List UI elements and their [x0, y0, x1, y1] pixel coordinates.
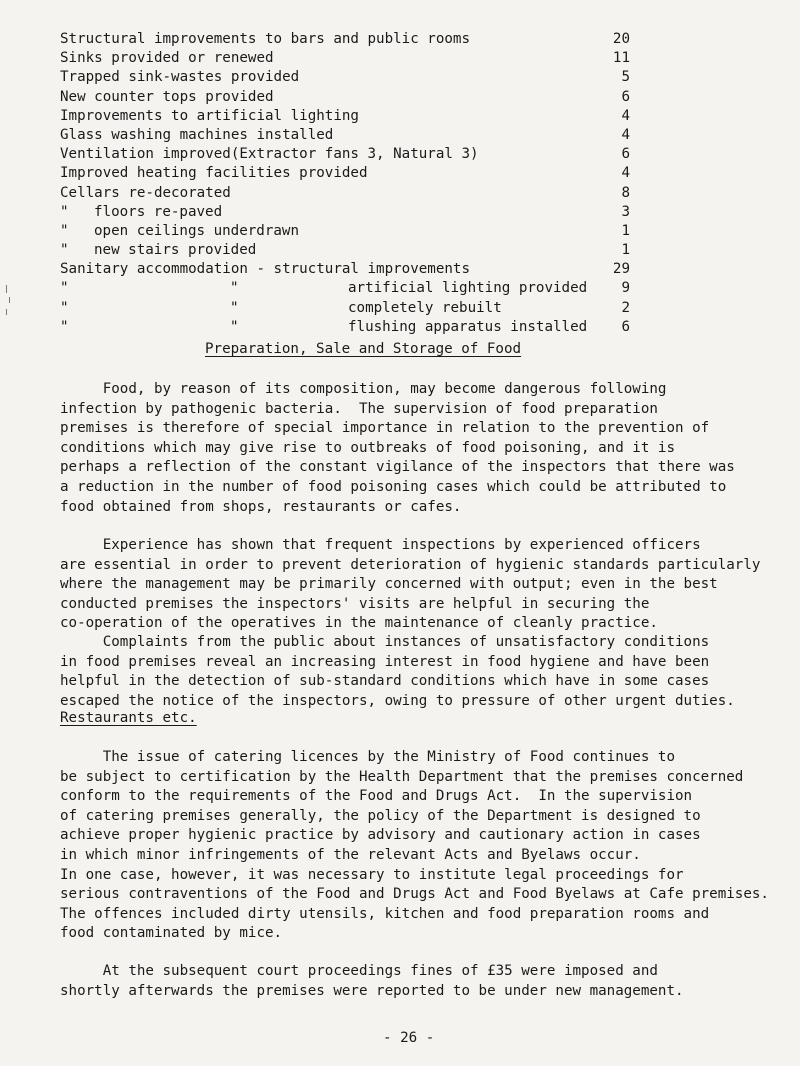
paragraph — [60, 380, 795, 517]
text-line: food contaminated by mice. — [60, 925, 283, 942]
row-label: flushing apparatus installed — [348, 318, 588, 335]
row-value: 8 — [621, 184, 630, 201]
row-value: 4 — [621, 165, 630, 182]
table-row — [60, 145, 630, 164]
row-value: 20 — [612, 31, 630, 47]
table-row — [60, 68, 630, 87]
table-row — [60, 241, 630, 260]
table-row — [60, 222, 630, 241]
row-value: 3 — [621, 203, 630, 220]
table-row — [60, 184, 630, 203]
text-line: In one case, however, it was necessary to institute legal proceedings for — [60, 866, 684, 883]
ditto-mark: " — [60, 203, 69, 220]
text-line: Complaints from the public about instances of unsatisfactory conditions — [60, 634, 710, 650]
text-line: be subject to certification by the Health Department that the premises concerned — [60, 768, 744, 785]
text-line: conditions which may give rise to outbreaks of food poisoning, and it is — [60, 439, 675, 456]
section-heading-restaurants: Restaurants etc. — [60, 710, 197, 726]
ditto-mark: " — [230, 318, 239, 335]
row-label: floors re-paved — [94, 203, 223, 220]
row-value: 11 — [612, 50, 630, 67]
row-value: 9 — [621, 280, 630, 297]
row-label: Improved heating facilities provided — [60, 165, 368, 182]
row-label: Trapped sink-wastes provided — [60, 69, 300, 86]
text-line: achieve proper hygienic practice by advisory and cautionary action in cases — [60, 827, 701, 844]
table-row — [60, 88, 630, 107]
row-label: open ceilings underdrawn — [94, 222, 299, 239]
paragraph — [60, 633, 795, 711]
text-line: The offences included dirty utensils, kitchen and food preparation rooms and — [60, 905, 710, 922]
table-row — [60, 164, 630, 183]
ditto-mark: " — [60, 280, 69, 297]
table-row — [60, 49, 630, 68]
text-line: in which minor infringements of the relevant Acts and Byelaws occur. — [60, 846, 641, 863]
row-value: 4 — [621, 126, 630, 143]
text-line: Experience has shown that frequent inspections by experienced officers — [60, 537, 701, 553]
table-row — [60, 260, 630, 279]
page-number: - 26 - — [383, 1030, 435, 1046]
ditto-mark: " — [60, 222, 69, 239]
improvements-table — [60, 30, 630, 337]
row-value: 4 — [621, 107, 630, 124]
margin-marks — [6, 285, 12, 315]
text-line: food obtained from shops, restaurants or cafes. — [60, 498, 462, 515]
text-line: of catering premises generally, the policy of the Department is designed to — [60, 807, 701, 824]
row-label: New counter tops provided — [60, 88, 274, 105]
row-label: artificial lighting provided — [348, 280, 588, 297]
table-row — [60, 318, 630, 337]
text-line: escaped the notice of the inspectors, owing to pressure of other urgent duties. — [60, 692, 735, 709]
paragraph — [60, 536, 795, 634]
row-label: Structural improvements to bars and public rooms — [60, 31, 470, 47]
text-line: At the subsequent court proceedings fines of £35 were imposed and — [60, 963, 658, 979]
table-row — [60, 203, 630, 222]
text-line: premises is therefore of special importance in relation to the prevention of — [60, 420, 710, 437]
text-line: perhaps a reflection of the constant vigilance of the inspectors that there was — [60, 459, 735, 476]
text-line: in food premises reveal an increasing interest in food hygiene and have been — [60, 653, 710, 670]
text-line: The issue of catering licences by the Ministry of Food continues to — [60, 749, 675, 765]
ditto-mark: " — [60, 299, 69, 316]
row-label: Improvements to artificial lighting — [60, 107, 359, 124]
ditto-mark: " — [230, 299, 239, 316]
text-line: helpful in the detection of sub-standard conditions which have in some cases — [60, 673, 710, 690]
table-row — [60, 107, 630, 126]
text-line: co-operation of the operatives in the maintenance of cleanly practice. — [60, 615, 658, 632]
table-row — [60, 299, 630, 318]
table-row — [60, 279, 630, 298]
table-row — [60, 126, 630, 145]
text-line: infection by pathogenic bacteria. The supervision of food preparation — [60, 400, 658, 417]
text-line: conducted premises the inspectors' visits are helpful in securing the — [60, 595, 650, 612]
row-label: Cellars re-decorated — [60, 184, 231, 201]
ditto-mark: " — [60, 242, 69, 259]
ditto-mark: " — [60, 318, 69, 335]
row-value: 29 — [612, 261, 630, 278]
text-line: shortly afterwards the premises were reported to be under new management. — [60, 982, 684, 999]
text-line: are essential in order to prevent deterioration of hygienic standards particularly — [60, 556, 761, 573]
text-line: a reduction in the number of food poisoning cases which could be attributed to — [60, 478, 727, 495]
table-row — [60, 30, 630, 49]
row-value: 6 — [621, 146, 630, 163]
ditto-mark: " — [230, 280, 239, 297]
row-value: 2 — [621, 299, 630, 316]
row-label: Ventilation improved(Extractor fans 3, Natural 3) — [60, 146, 479, 163]
row-value: 6 — [621, 318, 630, 335]
text-line: serious contraventions of the Food and Drugs Act and Food Byelaws at Cafe premises. — [60, 886, 769, 903]
paragraph — [60, 748, 795, 944]
row-label: Sinks provided or renewed — [60, 50, 274, 67]
row-label: Glass washing machines installed — [60, 126, 334, 143]
row-value: 1 — [621, 242, 630, 259]
section-heading-food: Preparation, Sale and Storage of Food — [205, 341, 522, 357]
text-line: Food, by reason of its composition, may become dangerous following — [60, 381, 667, 397]
text-line: where the management may be primarily concerned with output; even in the best — [60, 576, 718, 593]
row-label: completely rebuilt — [348, 299, 502, 316]
text-line: conform to the requirements of the Food and Drugs Act. In the supervision — [60, 788, 693, 805]
row-value: 5 — [621, 69, 630, 86]
row-value: 6 — [621, 88, 630, 105]
row-label: Sanitary accommodation - structural improvements — [60, 261, 470, 278]
row-label: new stairs provided — [94, 242, 257, 259]
row-value: 1 — [621, 222, 630, 239]
paragraph — [60, 962, 795, 1001]
